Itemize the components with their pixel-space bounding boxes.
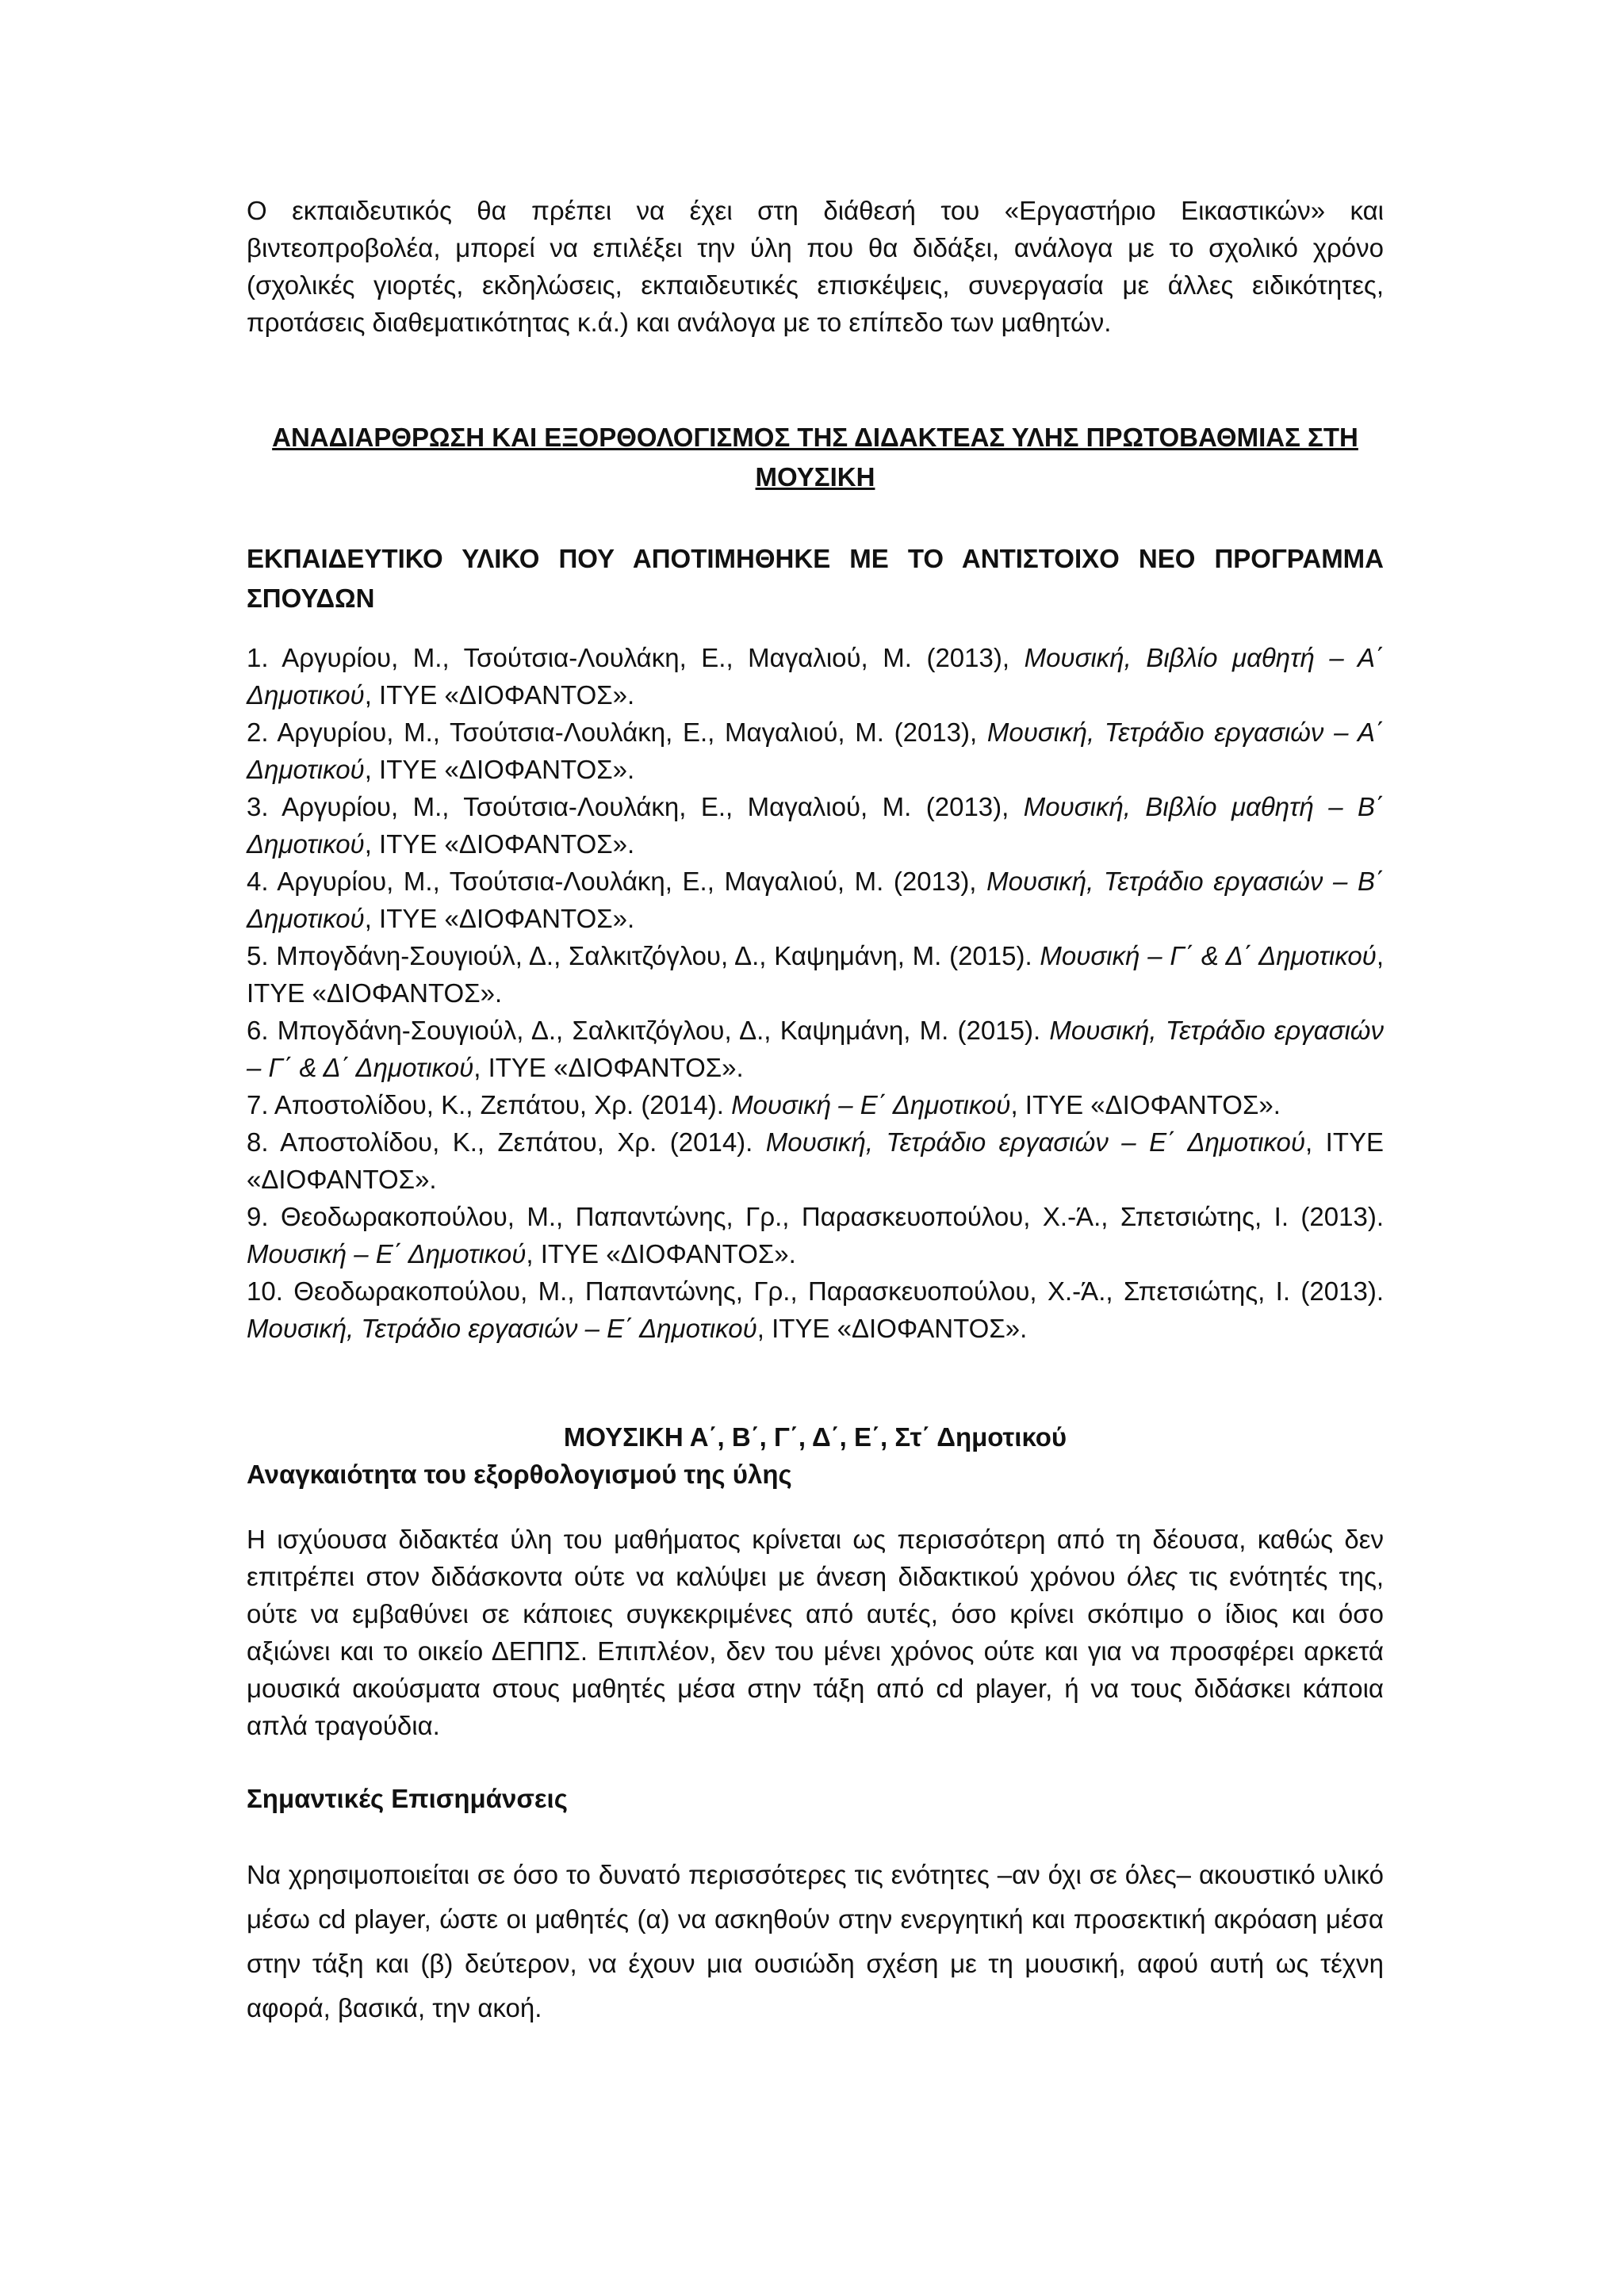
remarks-paragraph: Να χρησιμοποιείται σε όσο το δυνατό περισσότερες τις ενότητες –αν όχι σε όλες– ακουστικό υλικό μέσω cd player, ώστε οι μαθητές (α) να ασκηθούν στην ενεργητική και προσεκτική ακρόαση μέσα στην τάξη και (β) δεύτερον, να έχουν μια ουσιώδη σχέση με τη μουσική, αφού αυτή ως τέχνη αφορά, βασικά, την ακοή. bbox=[247, 1860, 1384, 2022]
intro-paragraph: Ο εκπαιδευτικός θα πρέπει να έχει στη διάθεσή του «Εργαστήριο Εικαστικών» και βιντεοπροβολέα, μπορεί να επιλέξει την ύλη που θα διδάξει, ανάλογα με το σχολικό χρόνο (σχολικές γιορτές, εκδηλώσεις, εκπαιδευτικές επισκέψεις, συνεργασία με άλλες ειδικότητες, προτάσεις διαθεματικότητας κ.ά.) και ανάλογα με το επίπεδο των μαθητών. bbox=[247, 196, 1384, 337]
reference-item: 4. Αργυρίου, Μ., Τσούτσια-Λουλάκη, Ε., Μαγαλιού, Μ. (2013), Μουσική, Τετράδιο εργασιών – Β΄ Δημοτικού, ΙΤΥΕ «ΔΙΟΦΑΝΤΟΣ». bbox=[247, 867, 1384, 933]
reference-item: 6. Μπογδάνη-Σουγιούλ, Δ., Σαλκιτζόγλου, Δ., Καψημάνη, Μ. (2015). Μουσική, Τετράδιο εργασιών – Γ΄ & Δ΄ Δημοτικού, ΙΤΥΕ «ΔΙΟΦΑΝΤΟΣ». bbox=[247, 1016, 1384, 1082]
reference-item: 7. Αποστολίδου, Κ., Ζεπάτου, Χρ. (2014). Μουσική – Ε΄ Δημοτικού, ΙΤΥΕ «ΔΙΟΦΑΝΤΟΣ». bbox=[247, 1090, 1281, 1119]
main-heading: ΑΝΑΔΙΑΡΘΡΩΣΗ ΚΑΙ ΕΞΟΡΘΟΛΟΓΙΣΜΟΣ ΤΗΣ ΔΙΔΑΚΤΕΑΣ ΥΛΗΣ ΠΡΩΤΟΒΑΘΜΙΑΣ ΣΤΗ ΜΟΥΣΙΚΗ bbox=[272, 423, 1358, 492]
reference-item: 3. Αργυρίου, Μ., Τσούτσια-Λουλάκη, Ε., Μαγαλιού, Μ. (2013), Μουσική, Βιβλίο μαθητή – Β΄ Δημοτικού, ΙΤΥΕ «ΔΙΟΦΑΝΤΟΣ». bbox=[247, 792, 1384, 859]
page-content bbox=[247, 192, 1384, 2030]
reference-item: 10. Θεοδωρακοπούλου, Μ., Παπαντώνης, Γρ., Παρασκευοπούλου, Χ.-Ά., Σπετσιώτης, Ι. (2013). Μουσική, Τετράδιο εργασιών – Ε΄ Δημοτικού, ΙΤΥΕ «ΔΙΟΦΑΝΤΟΣ». bbox=[247, 1276, 1384, 1343]
reference-item: 1. Αργυρίου, Μ., Τσούτσια-Λουλάκη, Ε., Μαγαλιού, Μ. (2013), Μουσική, Βιβλίο μαθητή – Α΄ Δημοτικού, ΙΤΥΕ «ΔΙΟΦΑΝΤΟΣ». bbox=[247, 643, 1384, 710]
reference-list bbox=[247, 639, 1384, 1347]
reference-item: 2. Αργυρίου, Μ., Τσούτσια-Λουλάκη, Ε., Μαγαλιού, Μ. (2013), Μουσική, Τετράδιο εργασιών – Α΄ Δημοτικού, ΙΤΥΕ «ΔΙΟΦΑΝΤΟΣ». bbox=[247, 718, 1384, 784]
materials-heading: ΕΚΠΑΙΔΕΥΤΙΚΟ ΥΛΙΚΟ ΠΟΥ ΑΠΟΤΙΜΗΘΗΚΕ ΜΕ ΤΟ ΑΝΤΙΣΤΟΙΧΟ ΝΕΟ ΠΡΟΓΡΑΜΜΑ ΣΠΟΥΔΩΝ bbox=[247, 544, 1384, 613]
music-grades-heading: ΜΟΥΣΙΚΗ Α΄, Β΄, Γ΄, Δ΄, Ε΄, Στ΄ Δημοτικού bbox=[563, 1422, 1067, 1452]
necessity-paragraph: Η ισχύουσα διδακτέα ύλη του μαθήματος κρίνεται ως περισσότερη από τη δέουσα, καθώς δεν επιτρέπει στον διδάσκοντα ούτε να καλύψει με άνεση διδακτικού χρόνου όλες τις ενότητές της, ούτε να εμβαθύνει σε κάποιες συγκεκριμένες από αυτές, όσο κρίνει σκόπιμο ο ίδιος και όσο αξιώνει και το οικείο ΔΕΠΠΣ. Επιπλέον, δεν του μένει χρόνος ούτε και για να προσφέρει αρκετά μουσικά ακούσματα στους μαθητές μέσα στην τάξη από cd player, ή να τους διδάσκει κάποια απλά τραγούδια. bbox=[247, 1525, 1385, 1740]
remarks-heading: Σημαντικές Επισημάνσεις bbox=[247, 1784, 568, 1813]
reference-item: 5. Μπογδάνη-Σουγιούλ, Δ., Σαλκιτζόγλου, Δ., Καψημάνη, Μ. (2015). Μουσική – Γ΄ & Δ΄ Δημοτικού, ΙΤΥΕ «ΔΙΟΦΑΝΤΟΣ». bbox=[247, 941, 1384, 1008]
reference-item: 9. Θεοδωρακοπούλου, Μ., Παπαντώνης, Γρ., Παρασκευοπούλου, Χ.-Ά., Σπετσιώτης, Ι. (2013). Μουσική – Ε΄ Δημοτικού, ΙΤΥΕ «ΔΙΟΦΑΝΤΟΣ». bbox=[247, 1202, 1384, 1269]
necessity-heading: Αναγκαιότητα του εξορθολογισμού της ύλης bbox=[247, 1460, 792, 1489]
reference-item: 8. Αποστολίδου, Κ., Ζεπάτου, Χρ. (2014). Μουσική, Τετράδιο εργασιών – Ε΄ Δημοτικού, ΙΤΥΕ «ΔΙΟΦΑΝΤΟΣ». bbox=[247, 1127, 1385, 1194]
